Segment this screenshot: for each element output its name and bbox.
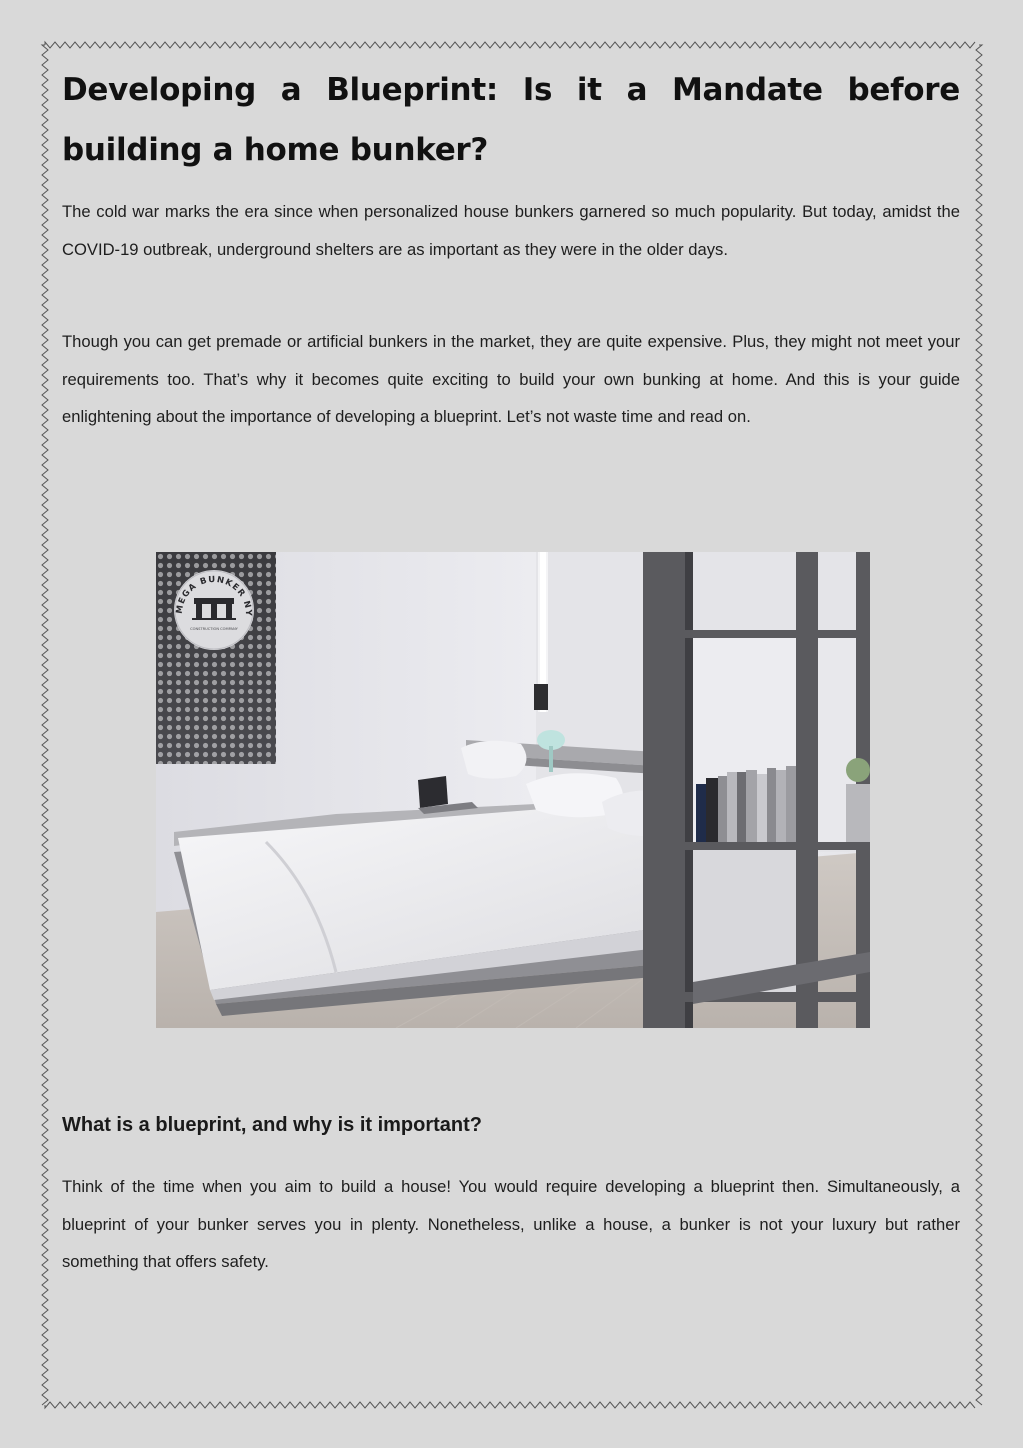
bedroom-bunker-photo [156,552,870,1028]
section-paragraph: Think of the time when you aim to build a house! You would require developing a blueprint then. Simultaneously, a blueprint of your bunker serves you in plenty. Nonetheless, unlike a house, a bunker is not your luxury but rather something that offers safety. [62,1177,960,1271]
article-title: Developing a Blueprint: Is it a Mandate before building a home bunker? [62,72,960,168]
intro-paragraph: The cold war marks the era since when personalized house bunkers garnered so much popularity. But today, amidst the COVID-19 outbreak, underground shelters are as important as they were in the older days. [62,202,960,259]
mega-bunker-logo [174,570,254,650]
second-paragraph: Though you can get premade or artificial bunkers in the market, they are quite expensive. Plus, they might not meet your requirements too. That’s why it becomes quite exciting to build your own bunking at home. And this is your guide enlightening about the importance of developing a blueprint. Let’s not waste time and read on. [62,332,960,426]
article-body [62,60,960,1271]
page-frame [40,40,984,1410]
section-heading: What is a blueprint, and why is it important? [62,1114,483,1136]
logo-text: MEGA BUNKER NY [174,574,254,618]
logo-subtext: CONSTRUCTION COMPANY [190,627,238,631]
